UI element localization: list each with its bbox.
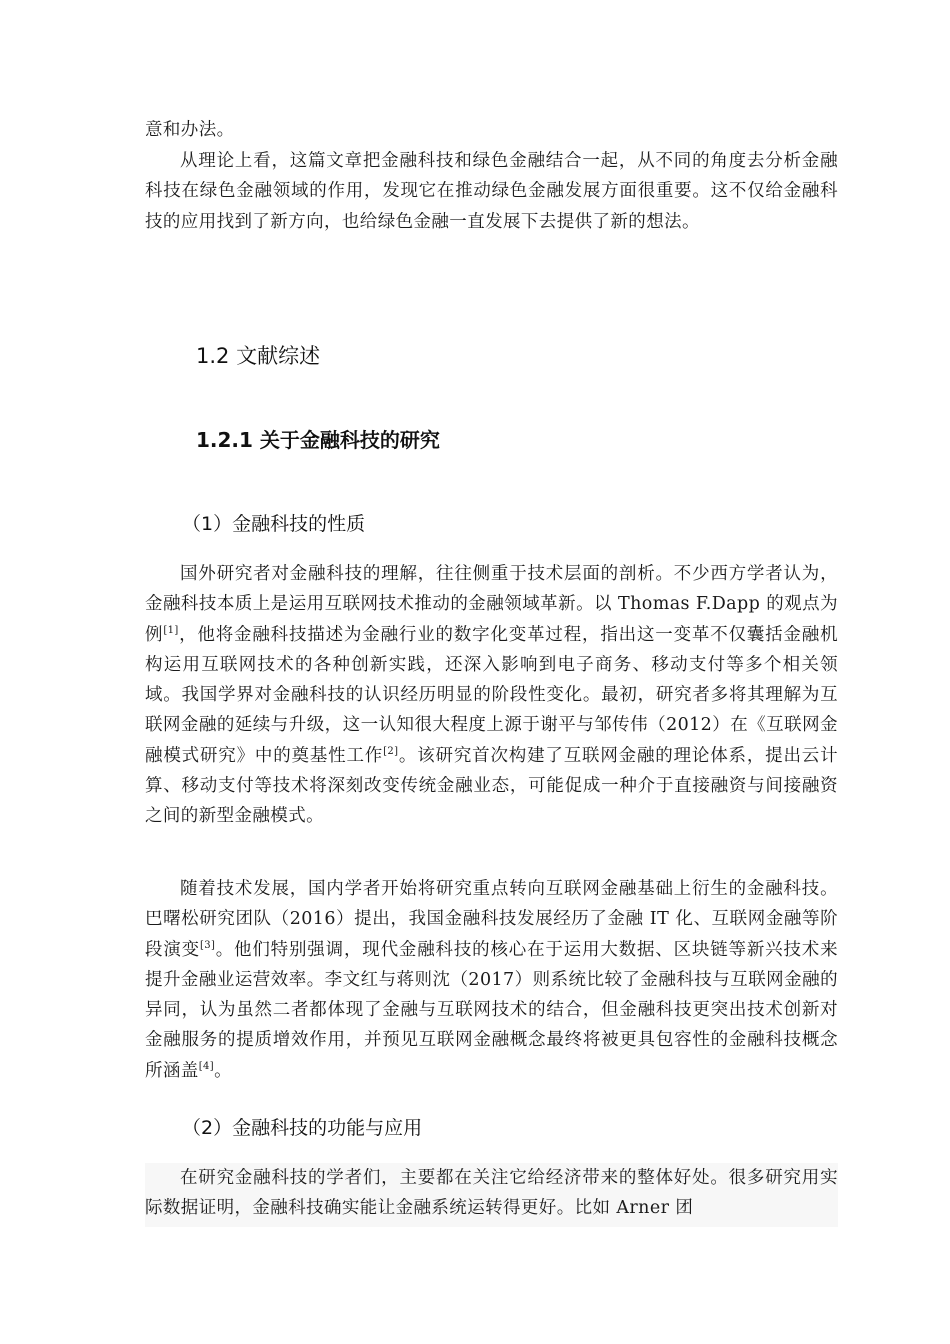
paragraph-development: [145, 874, 838, 1086]
paragraph-continuation: 意和办法。: [145, 120, 235, 140]
citation-ref-3: [3]: [199, 939, 216, 951]
subheading-function: （2）金融科技的功能与应用: [182, 1117, 423, 1139]
section-heading-1-2-1: 1.2.1 关于金融科技的研究: [196, 428, 440, 452]
paragraph-development-text-2: 。他们特别强调，现代金融科技的核心在于运用大数据、区块链等新兴技术来提升金融业运营效率。李文红与蒋则沈（2017）则系统比较了金融科技与互联网金融的异同，认为虽然二者都体现了金融与互联网技术的结合，但金融科技更突出技术创新对金融服务的提质增效作用，并预见互联网金融概念最终将被更具包容性的金融科技概念所涵盖: [145, 939, 838, 1081]
paragraph-development-text-1: 随着技术发展，国内学者开始将研究重点转向互联网金融基础上衍生的金融科技。巴曙松研究团队（2016）提出，我国金融科技发展经历了金融 IT 化、互联网金融等阶段演变: [145, 879, 838, 960]
citation-ref-4: [4]: [198, 1060, 215, 1072]
paragraph-nature-text-3: 。该研究首次构建了互联网金融的理论体系，提出云计算、移动支付等技术将深刻改变传统金融业态，可能促成一种介于直接融资与间接融资之间的新型金融模式。: [145, 745, 838, 827]
paragraph-nature-text-1: 国外研究者对金融科技的理解，往往侧重于技术层面的剖析。不少西方学者认为，金融科技本质上是运用互联网技术推动的金融领域革新。以 Thomas F.Dapp 的观点为例: [145, 564, 838, 645]
paragraph-function: 在研究金融科技的学者们，主要都在关注它给经济带来的整体好处。很多研究用实际数据证明，金融科技确实能让金融系统运转得更好。比如 Arner 团: [145, 1163, 838, 1227]
section-heading-1-2: 1.2 文献综述: [196, 344, 321, 368]
paragraph-nature-text-2: ，他将金融科技描述为金融行业的数字化变革过程，指出这一变革不仅囊括金融机构运用互联网技术的各种创新实践，还深入影响到电子商务、移动支付等多个相关领域。我国学界对金融科技的认识经历明显的阶段性变化。最初，研究者多将其理解为互联网金融的延续与升级，这一认知很大程度上源于谢平与邹传伟（2012）在《互联网金融模式研究》中的奠基性工作: [145, 624, 838, 766]
paragraph-development-text-3: 。: [214, 1060, 232, 1081]
paragraph-theory: 从理论上看，这篇文章把金融科技和绿色金融结合一起，从不同的角度去分析金融科技在绿色金融领域的作用，发现它在推动绿色金融发展方面很重要。这不仅给金融科技的应用找到了新方向，也给绿色金融一直发展下去提供了新的想法。: [145, 151, 838, 232]
subheading-nature: （1）金融科技的性质: [182, 513, 366, 535]
citation-ref-1: [1]: [163, 624, 179, 636]
paragraph-nature: [145, 559, 838, 832]
citation-ref-2: [2]: [383, 745, 399, 757]
